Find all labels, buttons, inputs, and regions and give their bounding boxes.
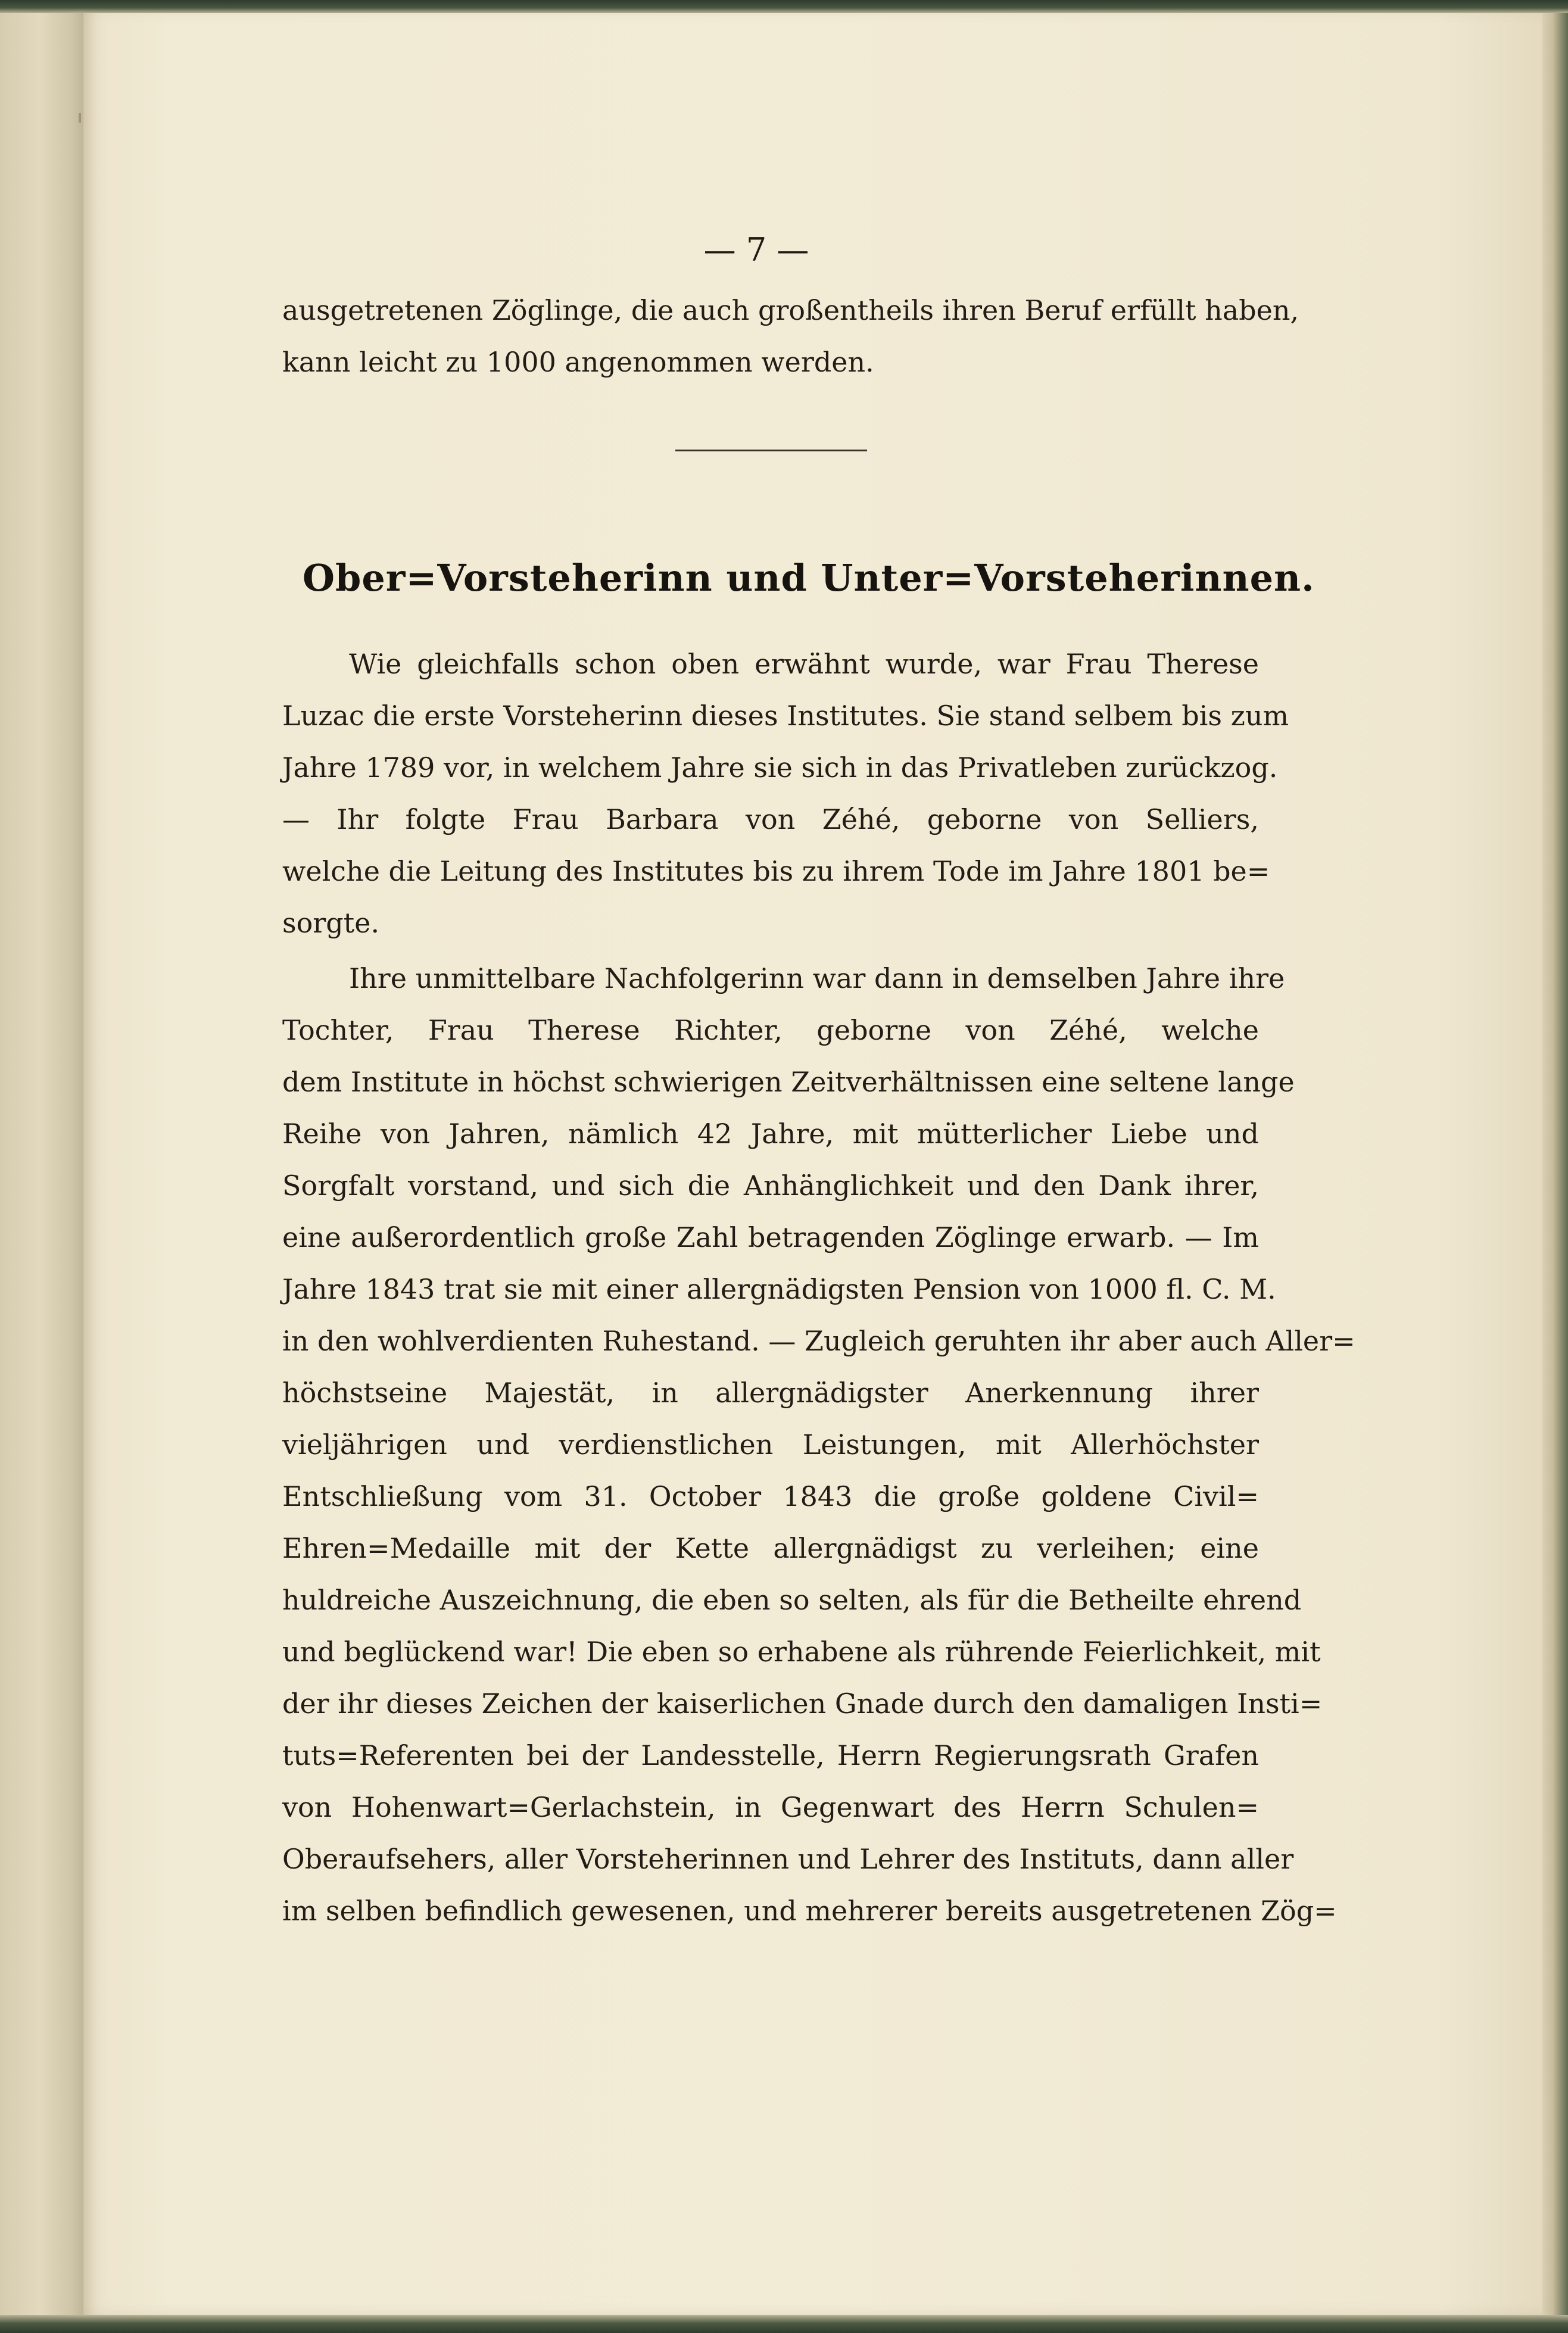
text-line: huldreiche Auszeichnung, die eben so selten, als für die Betheilte ehrend bbox=[282, 1584, 1302, 1616]
text-line: sorgte. bbox=[282, 907, 380, 939]
text-line: Ehren=Medaille mit der Kette allergnädigst zu verleihen; eine bbox=[282, 1532, 1259, 1564]
text-line: Tochter, Frau Therese Richter, geborne von Zéhé, welche bbox=[282, 1014, 1259, 1046]
book-cover-bottom-edge bbox=[0, 2315, 1568, 2333]
text-line: im selben befindlich gewesenen, und mehrerer bereits ausgetretenen Zög= bbox=[282, 1895, 1337, 1927]
page-right-edge bbox=[1542, 0, 1568, 2333]
text-line: Reihe von Jahren, nämlich 42 Jahre, mit mütterlicher Liebe und bbox=[282, 1118, 1259, 1150]
section-heading: Ober=Vorsteherinn und Unter=Vorsteherinnen. bbox=[303, 556, 1315, 600]
book-binding bbox=[0, 0, 89, 2333]
text-line: dem Institute in höchst schwierigen Zeitverhältnissen eine seltene lange bbox=[282, 1066, 1295, 1098]
text-line: in den wohlverdienten Ruhestand. — Zugleich geruhten ihr aber auch Aller= bbox=[282, 1325, 1355, 1357]
paper-speck bbox=[79, 113, 81, 123]
section-divider bbox=[675, 450, 867, 451]
text-line: der ihr dieses Zeichen der kaiserlichen Gnade durch den damaligen Insti= bbox=[282, 1688, 1323, 1720]
paragraph-2 bbox=[282, 953, 1355, 1937]
text-line: höchstseine Majestät, in allergnädigster Anerkennung ihrer bbox=[282, 1377, 1259, 1409]
text-line: Ihre unmittelbare Nachfolgerinn war dann in demselben Jahre ihre bbox=[349, 962, 1285, 994]
text-line: von Hohenwart=Gerlachstein, in Gegenwart des Herrn Schulen= bbox=[282, 1791, 1259, 1823]
text-line: Jahre 1843 trat sie mit einer allergnädigsten Pension von 1000 fl. C. M. bbox=[282, 1273, 1276, 1305]
text-line: kann leicht zu 1000 angenommen werden. bbox=[282, 346, 874, 378]
text-line: Luzac die erste Vorsteherinn dieses Institutes. Sie stand selbem bis zum bbox=[282, 700, 1289, 732]
intro-text bbox=[282, 285, 1299, 388]
text-line: Sorgfalt vorstand, und sich die Anhänglichkeit und den Dank ihrer, bbox=[282, 1169, 1259, 1202]
text-line: — Ihr folgte Frau Barbara von Zéhé, geborne von Selliers, bbox=[282, 803, 1259, 835]
book-cover-top-edge bbox=[0, 0, 1568, 13]
text-line: vieljährigen und verdienstlichen Leistungen, mit Allerhöchster bbox=[282, 1429, 1259, 1461]
page-number: — 7 — bbox=[703, 231, 809, 269]
text-line: eine außerordentlich große Zahl betragenden Zöglinge erwarb. — Im bbox=[282, 1221, 1259, 1253]
text-line: Jahre 1789 vor, in welchem Jahre sie sich in das Privatleben zurückzog. bbox=[282, 751, 1278, 784]
text-line: Oberaufsehers, aller Vorsteherinnen und Lehrer des Instituts, dann aller bbox=[282, 1843, 1294, 1875]
paragraph-1 bbox=[282, 638, 1289, 949]
text-line: welche die Leitung des Institutes bis zu ihrem Tode im Jahre 1801 be= bbox=[282, 855, 1270, 887]
text-line: und beglückend war! Die eben so erhabene als rührende Feierlichkeit, mit bbox=[282, 1636, 1321, 1668]
text-line: Wie gleichfalls schon oben erwähnt wurde, war Frau Therese bbox=[349, 648, 1259, 680]
text-line: ausgetretenen Zöglinge, die auch großentheils ihren Beruf erfüllt haben, bbox=[282, 294, 1299, 326]
text-line: tuts=Referenten bei der Landesstelle, Herrn Regierungsrath Grafen bbox=[282, 1739, 1259, 1771]
text-line: Entschließung vom 31. October 1843 die große goldene Civil= bbox=[282, 1480, 1259, 1512]
